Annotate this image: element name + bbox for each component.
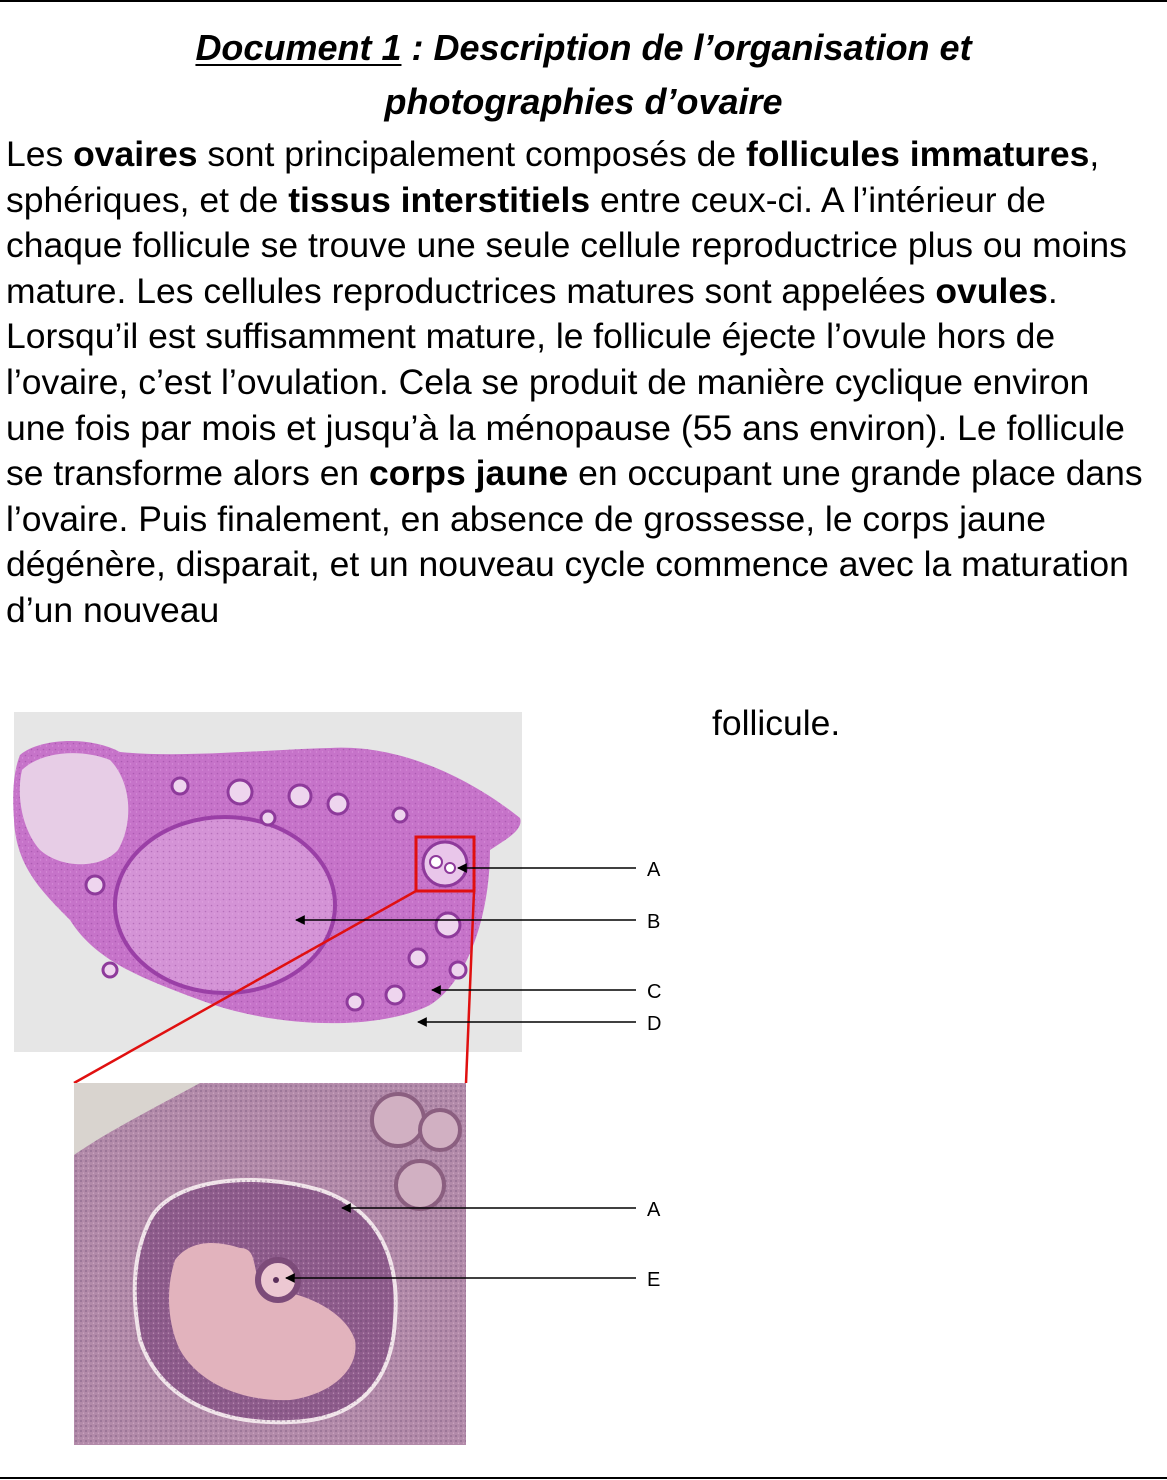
text-run: entre ceux-ci. A l’intérieur de chaque follicule se trouve une seule cellule reproductrice plus ou moins mature. Les cellules reproductrices matures sont appelées <box>6 179 1127 311</box>
text-run: Les <box>6 134 74 174</box>
bold-term: ovules <box>935 270 1048 311</box>
label-d: D <box>647 1013 662 1035</box>
text-run: . Lorsqu’il est suffisamment mature, le follicule éjecte l’ovule hors de l’ovaire, c’est l’ovulation. Cela se produit de manière cyclique environ une fois par mois et jusqu’à la ménopause (55 ans environ). Le follicule se transforme alors en <box>6 270 1125 494</box>
bold-term: corps jaune <box>369 453 569 494</box>
label-c: C <box>647 981 662 1003</box>
document-number: Document 1 <box>195 27 402 68</box>
paragraph-end: follicule. <box>712 703 841 743</box>
text-run: , sphériques, et de <box>6 134 1100 220</box>
document-title: Document 1 : Description de l’organisation et <box>195 27 972 68</box>
zoomed-follicle-image <box>74 1083 466 1445</box>
bottom-rule <box>0 1477 1167 1479</box>
bold-term: ovaires <box>73 134 198 174</box>
bold-term: tissus interstitiels <box>288 179 591 220</box>
top-rule <box>0 0 1167 2</box>
ovary-figure <box>0 700 1167 1460</box>
text-run: sont principalement composés de <box>197 134 747 174</box>
label-e: E <box>647 1269 661 1291</box>
text-run: en occupant une grande place dans l’ovaire. Puis finalement, en absence de grossesse, le corps jaune dégénère, disparait, et un nouveau cycle commence avec la maturation d’un nouveau <box>6 453 1143 630</box>
description-paragraph <box>6 132 1146 634</box>
bold-term: follicules immatures <box>746 134 1090 174</box>
label-b: B <box>647 911 661 933</box>
label-a: A <box>647 859 661 881</box>
label-a-zoom: A <box>647 1199 661 1221</box>
document-title-line2: photographies d’ovaire <box>384 81 783 122</box>
